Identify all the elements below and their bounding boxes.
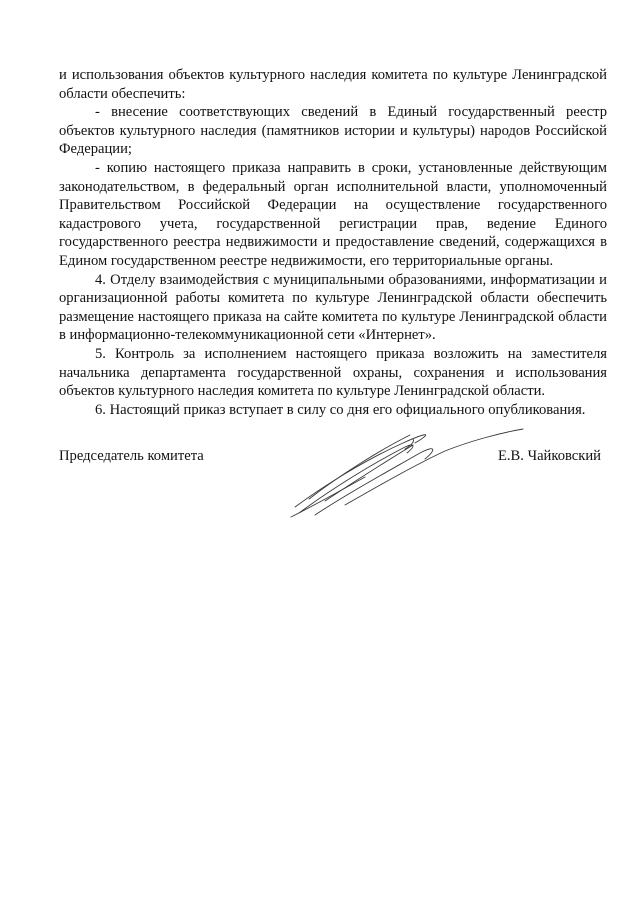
- paragraph-item-4: 4. Отделу взаимодействия с муниципальными образованиями, информатизации и организационной работы комитета по культуре Ленинградской области обеспечить размещение настоящего приказа на сайте комитета по культуре Ленинградской области в информационно-телекоммуникационной сети «Интернет».: [59, 271, 607, 344]
- handwritten-signature: [285, 415, 525, 520]
- paragraph-registry-entry: - внесение соответствующих сведений в Единый государственный реестр объектов культурного наследия (памятников истории и культуры) народов Российской Федерации;: [59, 104, 607, 158]
- document-body: [59, 66, 607, 419]
- paragraph-copy-to-authority: - копию настоящего приказа направить в сроки, установленные действующим законодательством, в федеральный орган исполнительной власти, уполномоченный Правительством Российской Федерации на осуществление государственного кадастрового учета, государственной регистрации прав, ведение Единого государственного реестра недвижимости и предоставление сведений, содержащихся в Едином государственном реестре недвижимости, его территориальные органы.: [59, 159, 607, 269]
- paragraph-item-5: 5. Контроль за исполнением настоящего приказа возложить на заместителя начальника департамента государственной охраны, сохранения и использования объектов культурного наследия комитета по культуре Ленинградской области.: [59, 345, 607, 400]
- signatory-title: Председатель комитета: [59, 448, 204, 464]
- paragraph-item-6: 6. Настоящий приказ вступает в силу со дня его официального опубликования.: [95, 401, 586, 418]
- signature-block: [59, 447, 607, 467]
- signatory-name: Е.В. Чайковский: [497, 448, 601, 464]
- paragraph-continuation: и использования объектов культурного наследия комитета по культуре Ленинградской области обеспечить:: [59, 67, 607, 102]
